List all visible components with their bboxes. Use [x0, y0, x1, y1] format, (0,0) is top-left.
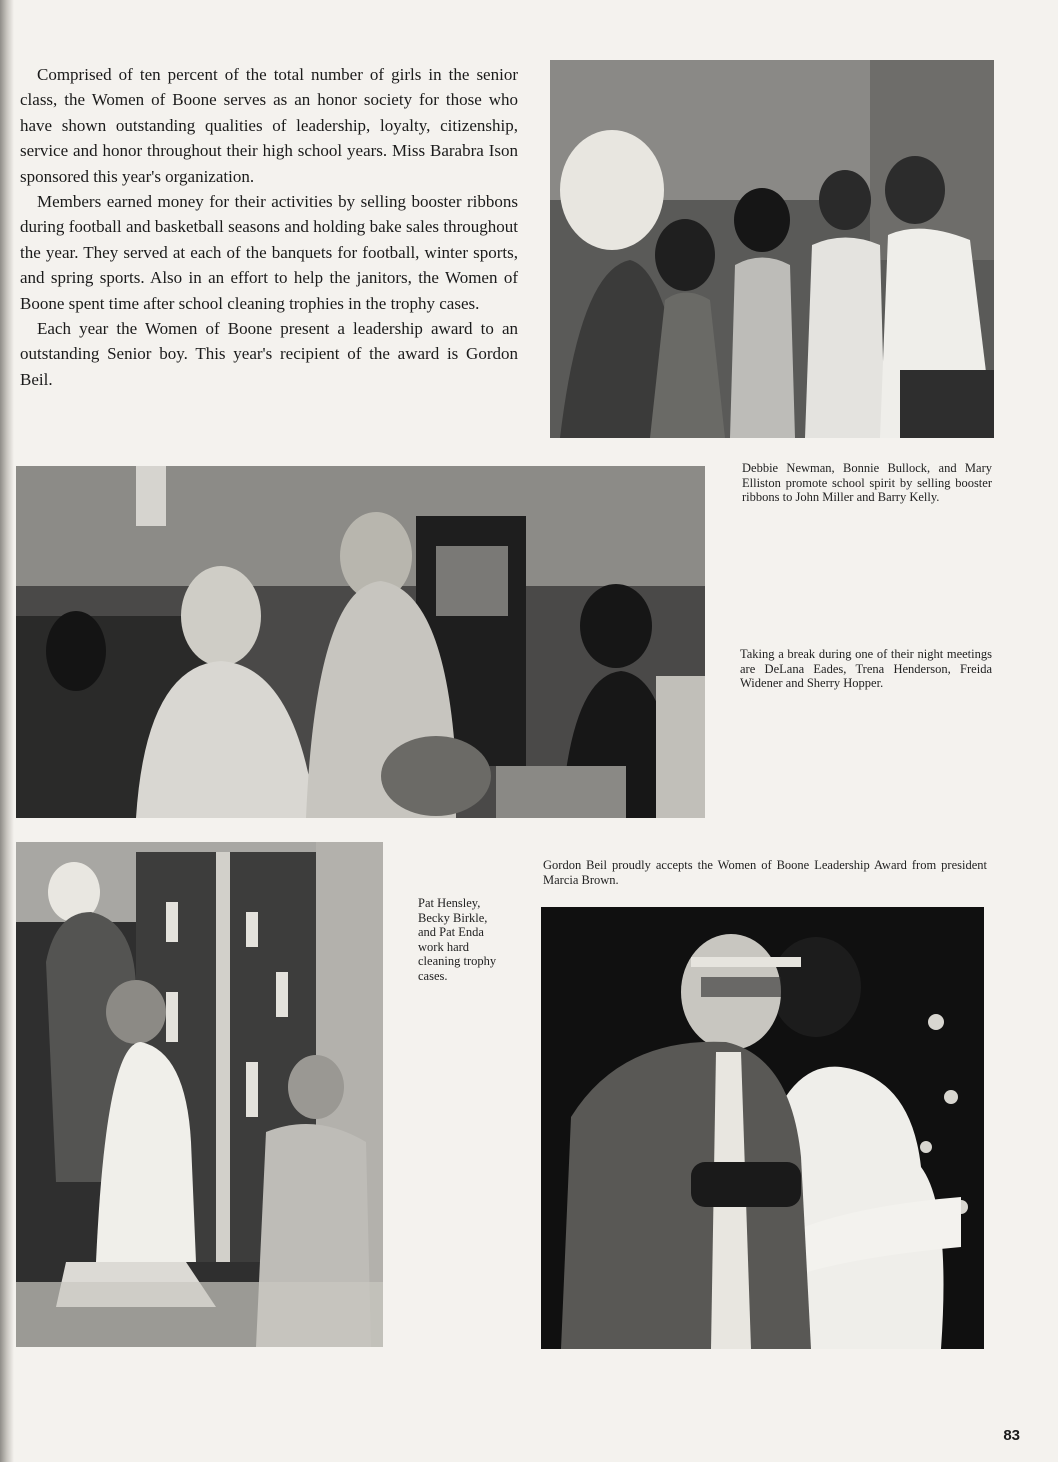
book-spine-shadow [0, 0, 14, 1462]
caption-trophy-cases: Pat Hensley, Becky Birkle, and Pat Enda work hard cleaning trophy cases. [418, 896, 497, 983]
photo-leadership-award [541, 907, 984, 1349]
photo-night-meeting [16, 466, 705, 818]
photo-booster-ribbons [550, 60, 994, 438]
photo-trophy-cases [16, 842, 383, 1347]
article-paragraph: Members earned money for their activities by selling booster ribbons during football and basketball seasons and holding bake sales throughout the year. They served at each of the banquets for football, winter sports, and spring sports. Also in an effort to help the janitors, the Women of Boone spent time after school cleaning trophies in the trophy cases. [20, 192, 518, 313]
caption-booster-ribbons: Debbie Newman, Bonnie Bullock, and Mary Elliston promote school spirit by selling booster ribbons to John Miller and Barry Kelly. [742, 461, 992, 505]
article-paragraph: Each year the Women of Boone present a leadership award to an outstanding Senior boy. This year's recipient of the award is Gordon Beil. [20, 319, 518, 389]
caption-leadership-award: Gordon Beil proudly accepts the Women of Boone Leadership Award from president Marcia Brown. [543, 858, 987, 887]
page-number: 83 [1003, 1427, 1020, 1444]
article-paragraph: Comprised of ten percent of the total number of girls in the senior class, the Women of Boone serves as an honor society for those who have shown outstanding qualities of leadership, loyalty, citizenship, service and honor throughout their high school years. Miss Barabra Ison sponsored this year's organization. [20, 65, 518, 186]
caption-night-meeting: Taking a break during one of their night meetings are DeLana Eades, Trena Henderson, Freida Widener and Sherry Hopper. [740, 647, 992, 691]
article-body [20, 62, 518, 392]
